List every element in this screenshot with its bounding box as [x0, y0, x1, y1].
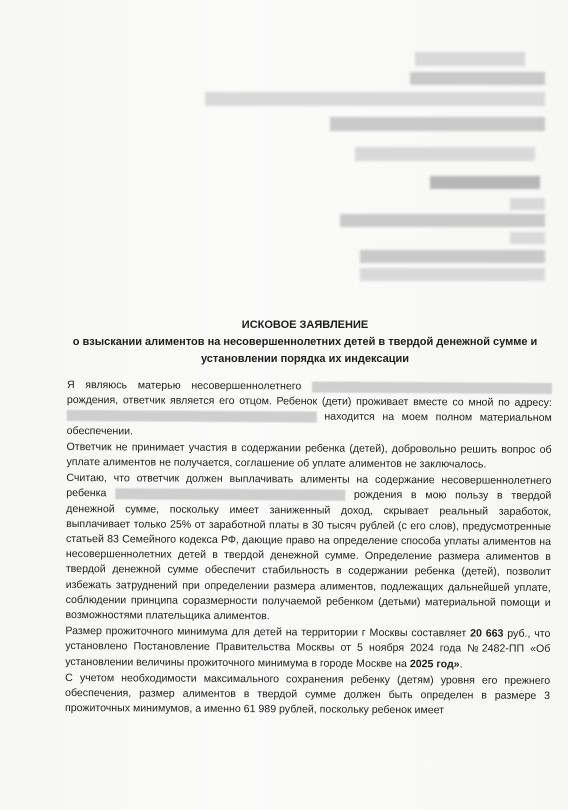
redacted-child-name	[312, 381, 552, 393]
paragraph-4-middle: руб., что установлено Постановление Правительства Москвы от 5 ноября 2024 года №2482-ПП «Об установлении величины прожиточного минимума в городе Москве на	[65, 627, 551, 670]
redacted-header-line	[355, 147, 535, 161]
document-title: ИСКОВОЕ ЗАЯВЛЕНИЕ	[241, 319, 369, 331]
redacted-header-line	[205, 92, 545, 106]
document-subtitle-line-1: о взыскании алиментов на несовершеннолетних детей в твердой денежной сумме и	[72, 336, 538, 348]
redacted-header-line	[410, 72, 545, 85]
redacted-header-line	[415, 52, 525, 66]
redacted-header-line	[510, 232, 545, 244]
paragraph-4-end: .	[459, 658, 463, 671]
redacted-header-line	[360, 250, 545, 263]
document-body	[65, 378, 552, 720]
redacted-header-line	[360, 268, 545, 281]
subsistence-year: 2025 год»	[409, 657, 460, 671]
redacted-header-line	[330, 117, 545, 131]
subsistence-amount: 20 663	[470, 627, 504, 640]
paragraph-1-start: Я являюсь матерью несовершеннолетнего	[66, 378, 302, 393]
paragraph-4	[65, 624, 550, 673]
paragraph-3-start: Считаю, что ответчик должен выплачивать алименты на содержание несовершеннолетнего ребенка	[66, 472, 552, 500]
redacted-child-name-2	[115, 488, 345, 500]
paragraph-5: С учетом необходимости максимального сохранения ребенку (детям) уровня его прежнего обеспечения, размер алиментов в твердой сумме должен быть определен в размере 3 прожиточных минимумов, а именно 61 989 рублей, поскольку ребенок имеет	[64, 671, 551, 717]
document-subtitle-line-2: установлении порядка их индексации	[200, 353, 410, 365]
paragraph-3	[66, 471, 552, 626]
paragraph-1	[67, 378, 552, 442]
redacted-address	[67, 410, 317, 423]
paragraph-3-rest: рождения в мою пользу в твердой денежной сумме, поскольку имеет заниженный доход, скрывает реальный заработок, выплачивает только 25% от заработной платы в 30 тысяч рублей (с его слов), предусмотренные статьей 83 Семейного кодекса РФ, дающие право на определение способа уплаты алиментов на несовершеннолетних детей в твердой денежной сумме. Определение размера алиментов в твердой денежной сумме обеспечит стабильность в содержании ребенка (детей), позволит избежать затруднений при определении размера алиментов, подлежащих дальнейшей уплате, соблюдении принципа соразмерности получаемой ребенком (детьми) материальной помощи и возможностями плательщика алиментов.	[65, 489, 552, 623]
redacted-header-line	[430, 176, 540, 189]
paragraph-2: Ответчик не принимает участия в содержании ребенка (детей), добровольно решить вопрос об уплате алиментов не получается, соглашение об уплате алиментов не заключалось.	[66, 440, 552, 471]
paragraph-4-start: Размер прожиточного минимума для детей на территории г Москвы составляет	[65, 625, 467, 640]
redacted-header-line	[340, 214, 545, 227]
paragraph-1-middle: рождения, ответчик является его отцом. Ребенок (дети) проживает вместе со мной по адресу:	[66, 394, 552, 410]
redacted-header-line	[510, 198, 545, 210]
paragraph-1-end: находится на моем полном материальном обеспечении.	[66, 410, 552, 438]
